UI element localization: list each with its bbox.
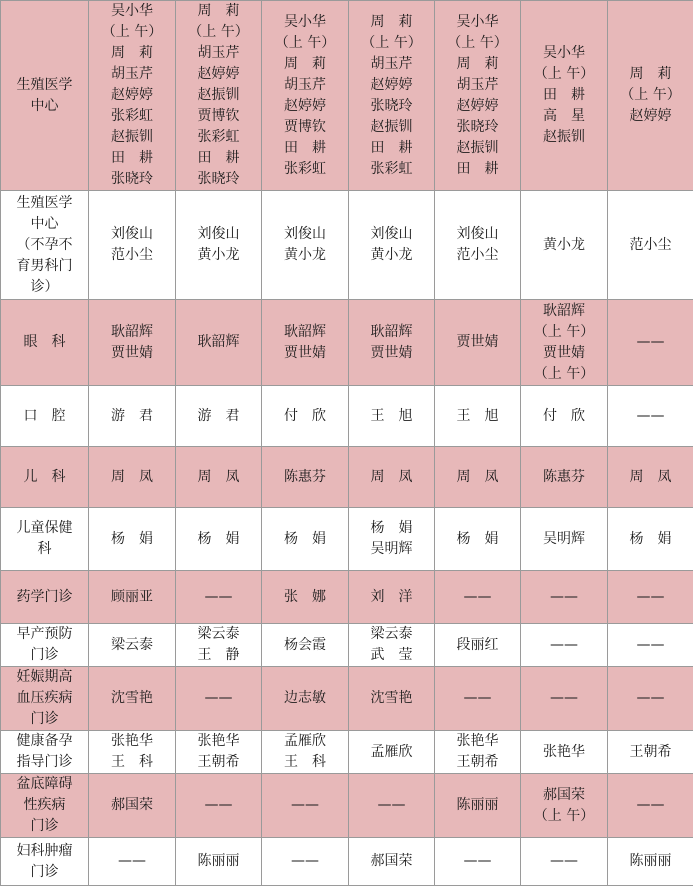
doctor-cell: 黄小龙 (521, 191, 608, 300)
schedule-row (1, 447, 693, 508)
doctor-cell: 段丽红 (435, 624, 521, 667)
doctor-cell: 张艳华 王朝希 (435, 731, 521, 774)
doctor-cell: 刘俊山 范小尘 (89, 191, 176, 300)
doctor-cell: 梁云泰 武 莹 (349, 624, 435, 667)
doctor-cell: 梁云泰 王 静 (176, 624, 262, 667)
doctor-cell: —— (89, 838, 176, 886)
doctor-cell: 陈惠芬 (521, 447, 608, 508)
doctor-cell: 杨 娟 (89, 508, 176, 571)
doctor-cell: —— (608, 571, 693, 624)
doctor-cell: 刘 洋 (349, 571, 435, 624)
doctor-cell: 刘俊山 黄小龙 (262, 191, 349, 300)
doctor-cell: 孟雁欣 (349, 731, 435, 774)
doctor-cell: 边志敏 (262, 667, 349, 731)
department-name: 眼 科 (1, 300, 89, 386)
schedule-row (1, 571, 693, 624)
doctor-cell: 周 莉 （上 午） 胡玉芹 赵婷婷 赵振钏 贾博钦 张彩虹 田 耕 张晓玲 (176, 1, 262, 191)
doctor-cell: —— (176, 571, 262, 624)
schedule-row (1, 731, 693, 774)
doctor-cell: 王 旭 (435, 386, 521, 447)
department-name: 儿童保健 科 (1, 508, 89, 571)
department-name: 生殖医学 中心 (1, 1, 89, 191)
department-name: 口 腔 (1, 386, 89, 447)
doctor-cell: —— (521, 838, 608, 886)
department-name: 妊娠期高 血压疾病 门诊 (1, 667, 89, 731)
doctor-cell: 周 凤 (435, 447, 521, 508)
doctor-cell: —— (176, 667, 262, 731)
doctor-cell: —— (608, 624, 693, 667)
department-name: 健康备孕 指导门诊 (1, 731, 89, 774)
doctor-cell: 耿韶辉 贾世婧 (262, 300, 349, 386)
doctor-cell: 刘俊山 黄小龙 (349, 191, 435, 300)
doctor-cell: 耿韶辉 (176, 300, 262, 386)
department-name: 儿 科 (1, 447, 89, 508)
doctor-cell: —— (521, 667, 608, 731)
doctor-cell: 陈惠芬 (262, 447, 349, 508)
doctor-cell: 杨 娟 (262, 508, 349, 571)
doctor-cell: 杨 娟 (435, 508, 521, 571)
doctor-cell: —— (262, 838, 349, 886)
doctor-cell: 周 凤 (349, 447, 435, 508)
doctor-cell: 周 莉 （上 午） 赵婷婷 (608, 1, 693, 191)
doctor-cell: 张艳华 王 科 (89, 731, 176, 774)
schedule-row (1, 624, 693, 667)
doctor-cell: —— (521, 571, 608, 624)
schedule-row (1, 508, 693, 571)
doctor-cell: 刘俊山 范小尘 (435, 191, 521, 300)
doctor-cell: 游 君 (176, 386, 262, 447)
doctor-cell: 范小尘 (608, 191, 693, 300)
doctor-cell: 张 娜 (262, 571, 349, 624)
schedule-row (1, 774, 693, 838)
schedule-row (1, 667, 693, 731)
doctor-cell: 孟雁欣 王 科 (262, 731, 349, 774)
doctor-cell: 周 凤 (89, 447, 176, 508)
doctor-cell: 陈丽丽 (608, 838, 693, 886)
doctor-cell: —— (608, 667, 693, 731)
doctor-cell: 郝国荣 (89, 774, 176, 838)
doctor-cell: 吴明辉 (521, 508, 608, 571)
schedule-row (1, 191, 693, 300)
doctor-cell: 陈丽丽 (176, 838, 262, 886)
doctor-cell: —— (176, 774, 262, 838)
doctor-cell: 付 欣 (262, 386, 349, 447)
doctor-cell: 刘俊山 黄小龙 (176, 191, 262, 300)
doctor-cell: —— (262, 774, 349, 838)
doctor-cell: 周 凤 (176, 447, 262, 508)
department-name: 药学门诊 (1, 571, 89, 624)
department-name: 早产预防 门诊 (1, 624, 89, 667)
doctor-cell: 杨 娟 吴明辉 (349, 508, 435, 571)
doctor-cell: 游 君 (89, 386, 176, 447)
department-name: 生殖医学 中心 （不孕不 育男科门 诊） (1, 191, 89, 300)
doctor-cell: 吴小华 （上 午） 周 莉 胡玉芹 赵婷婷 贾博钦 田 耕 张彩虹 (262, 1, 349, 191)
schedule-row (1, 1, 693, 191)
doctor-cell: 杨 娟 (176, 508, 262, 571)
doctor-cell: 陈丽丽 (435, 774, 521, 838)
doctor-cell: —— (608, 386, 693, 447)
doctor-cell: 周 凤 (608, 447, 693, 508)
doctor-cell: 周 莉 （上 午） 胡玉芹 赵婷婷 张晓玲 赵振钏 田 耕 张彩虹 (349, 1, 435, 191)
doctor-cell: —— (349, 774, 435, 838)
doctor-cell: 沈雪艳 (89, 667, 176, 731)
schedule-row (1, 386, 693, 447)
doctor-cell: 张艳华 (521, 731, 608, 774)
doctor-cell: 郝国荣 （上 午） (521, 774, 608, 838)
doctor-cell: —— (521, 624, 608, 667)
doctor-cell: —— (608, 774, 693, 838)
doctor-cell: 吴小华 （上 午） 周 莉 胡玉芹 赵婷婷 张晓玲 赵振钏 田 耕 (435, 1, 521, 191)
doctor-cell: 杨会霞 (262, 624, 349, 667)
doctor-cell: 付 欣 (521, 386, 608, 447)
schedule-body (1, 1, 693, 886)
doctor-cell: 郝国荣 (349, 838, 435, 886)
doctor-cell: 王 旭 (349, 386, 435, 447)
schedule-row (1, 300, 693, 386)
schedule-row (1, 838, 693, 886)
doctor-cell: —— (435, 571, 521, 624)
doctor-cell: 耿韶辉 贾世婧 (89, 300, 176, 386)
doctor-cell: —— (608, 300, 693, 386)
doctor-cell: 张艳华 王朝希 (176, 731, 262, 774)
doctor-cell: 顾丽亚 (89, 571, 176, 624)
doctor-cell: 吴小华 （上 午） 周 莉 胡玉芹 赵婷婷 张彩虹 赵振钏 田 耕 张晓玲 (89, 1, 176, 191)
doctor-cell: 梁云泰 (89, 624, 176, 667)
department-name: 盆底障碍 性疾病 门诊 (1, 774, 89, 838)
doctor-cell: 沈雪艳 (349, 667, 435, 731)
doctor-cell: —— (435, 838, 521, 886)
doctor-cell: 王朝希 (608, 731, 693, 774)
department-name: 妇科肿瘤 门诊 (1, 838, 89, 886)
doctor-cell: 贾世婧 (435, 300, 521, 386)
doctor-cell: —— (435, 667, 521, 731)
doctor-cell: 耿韶辉 （上 午） 贾世婧 （上 午） (521, 300, 608, 386)
doctor-cell: 杨 娟 (608, 508, 693, 571)
doctor-cell: 吴小华 （上 午） 田 耕 高 星 赵振钏 (521, 1, 608, 191)
doctor-cell: 耿韶辉 贾世婧 (349, 300, 435, 386)
